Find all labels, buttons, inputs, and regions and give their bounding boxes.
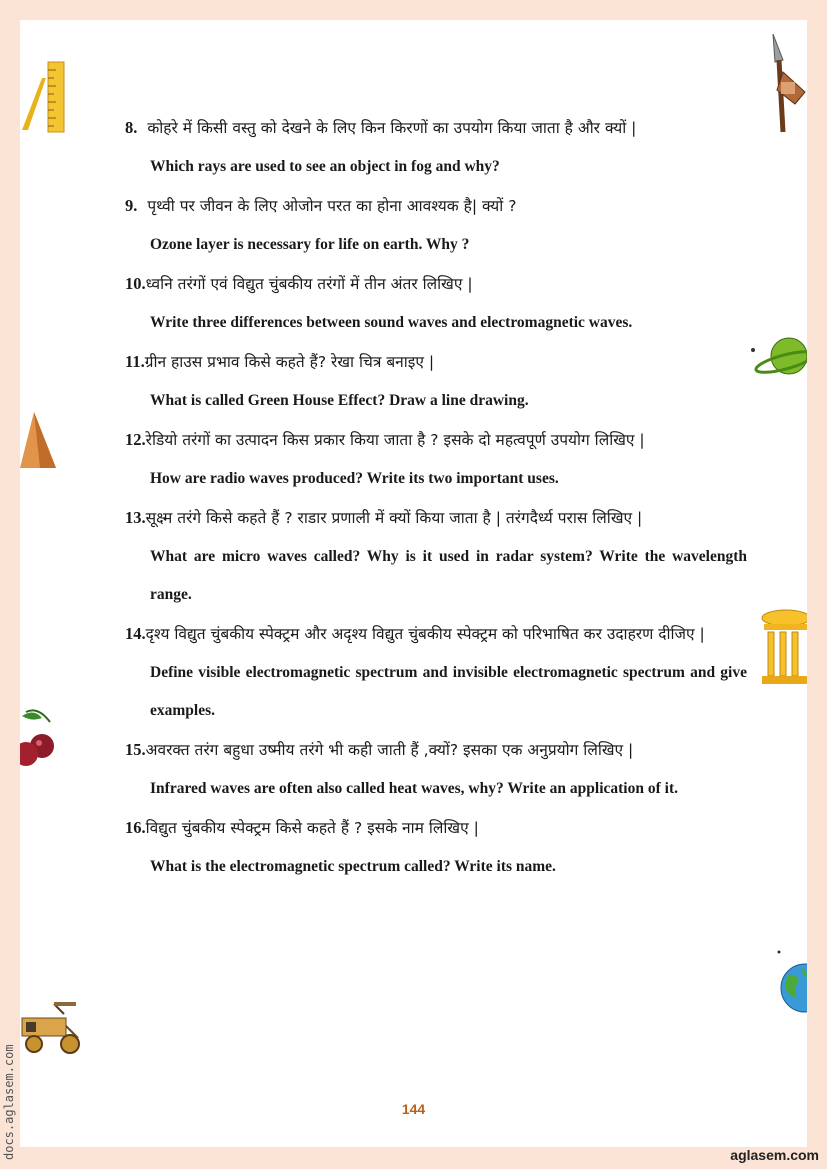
- page-number: 144: [401, 1101, 426, 1117]
- document-page: [20, 20, 807, 1147]
- question-item: [125, 342, 747, 420]
- question-english-text: What is the electromagnetic spectrum called? Write its name.: [150, 858, 556, 875]
- question-hindi-text: विद्युत चुंबकीय स्पेक्ट्रम किसे कहते हैं ? इसके नाम लिखिए |: [145, 819, 479, 837]
- side-watermark: docs.aglasem.com: [2, 1044, 16, 1160]
- question-english-text: What are micro waves called? Why is it used in radar system? Write the wavelength range.: [150, 548, 747, 603]
- question-hindi-line: [125, 808, 747, 848]
- question-english-text: Infrared waves are often also called heat waves, why? Write an application of it.: [150, 780, 678, 797]
- question-hindi-line: [125, 108, 747, 148]
- planet-icon: [747, 332, 807, 382]
- question-item: [125, 730, 747, 808]
- question-number: 16.: [125, 818, 146, 837]
- question-hindi-line: [125, 614, 747, 654]
- question-item: [125, 420, 747, 498]
- question-hindi-line: [125, 186, 747, 226]
- question-hindi-line: [125, 264, 747, 304]
- question-english-text: Define visible electromagnetic spectrum and invisible electromagnetic spectrum and give examples.: [150, 664, 747, 719]
- question-item: [125, 186, 747, 264]
- question-hindi-text: ग्रीन हाउस प्रभाव किसे कहते हैं? रेखा चित्र बनाइए |: [144, 353, 435, 371]
- question-number: 11.: [125, 352, 145, 371]
- question-hindi-line: [125, 342, 747, 382]
- question-item: [125, 808, 747, 886]
- question-hindi-text: ध्वनि तरंगों एवं विद्युत चुंबकीय तरंगों में तीन अंतर लिखिए |: [145, 275, 473, 293]
- question-item: [125, 614, 747, 730]
- spear-icon: [765, 32, 807, 137]
- question-hindi-text: पृथ्वी पर जीवन के लिए ओजोन परत का होना आवश्यक है| क्यों ?: [147, 197, 517, 215]
- question-hindi-text: रेडियो तरंगों का उत्पादन किस प्रकार किया जाता है ? इसके दो महत्वपूर्ण उपयोग लिखिए |: [145, 431, 645, 449]
- question-english-text: Ozone layer is necessary for life on earth. Why ?: [150, 236, 470, 253]
- question-number: 13.: [125, 508, 146, 527]
- question-number: 9.: [125, 196, 138, 215]
- question-hindi-text: दृश्य विद्युत चुंबकीय स्पेक्ट्रम और अदृश्य विद्युत चुंबकीय स्पेक्ट्रम को परिभाषित कर उदाहरण दीजिए |: [145, 625, 705, 643]
- question-number: 15.: [125, 740, 146, 759]
- question-item: [125, 264, 747, 342]
- question-hindi-line: [125, 420, 747, 460]
- question-english-text: Which rays are used to see an object in fog and why?: [150, 158, 500, 175]
- globe-icon: [775, 948, 807, 1020]
- question-number: 12.: [125, 430, 146, 449]
- ruler-icon: [20, 60, 68, 135]
- fruit-icon: [20, 708, 58, 776]
- cart-icon: [20, 1000, 82, 1056]
- question-english-text: What is called Green House Effect? Draw a line drawing.: [150, 392, 529, 409]
- question-hindi-text: कोहरे में किसी वस्तु को देखने के लिए किन किरणों का उपयोग किया जाता है और क्यों |: [147, 119, 637, 137]
- question-english-text: How are radio waves produced? Write its two important uses.: [150, 470, 559, 487]
- site-footer-link[interactable]: aglasem.com: [730, 1147, 819, 1163]
- question-number: 14.: [125, 624, 146, 643]
- question-hindi-text: अवरक्त तरंग बहुधा उष्मीय तरंगे भी कही जाती हैं ,क्यों? इसका एक अनुप्रयोग लिखिए |: [145, 741, 634, 759]
- question-number: 10.: [125, 274, 146, 293]
- temple-icon: [760, 608, 807, 686]
- question-number: 8.: [125, 118, 138, 137]
- question-hindi-text: सूक्ष्म तरंगे किसे कहते हैं ? राडार प्रणाली में क्यों किया जाता है | तरंगदैर्ध्य परास लिखिए |: [145, 509, 643, 527]
- question-item: [125, 108, 747, 186]
- pyramid-icon: [20, 410, 58, 470]
- question-hindi-line: [125, 730, 747, 770]
- question-english-text: Write three differences between sound waves and electromagnetic waves.: [150, 314, 633, 331]
- question-hindi-line: [125, 498, 747, 538]
- question-item: [125, 498, 747, 614]
- question-list: [125, 108, 747, 886]
